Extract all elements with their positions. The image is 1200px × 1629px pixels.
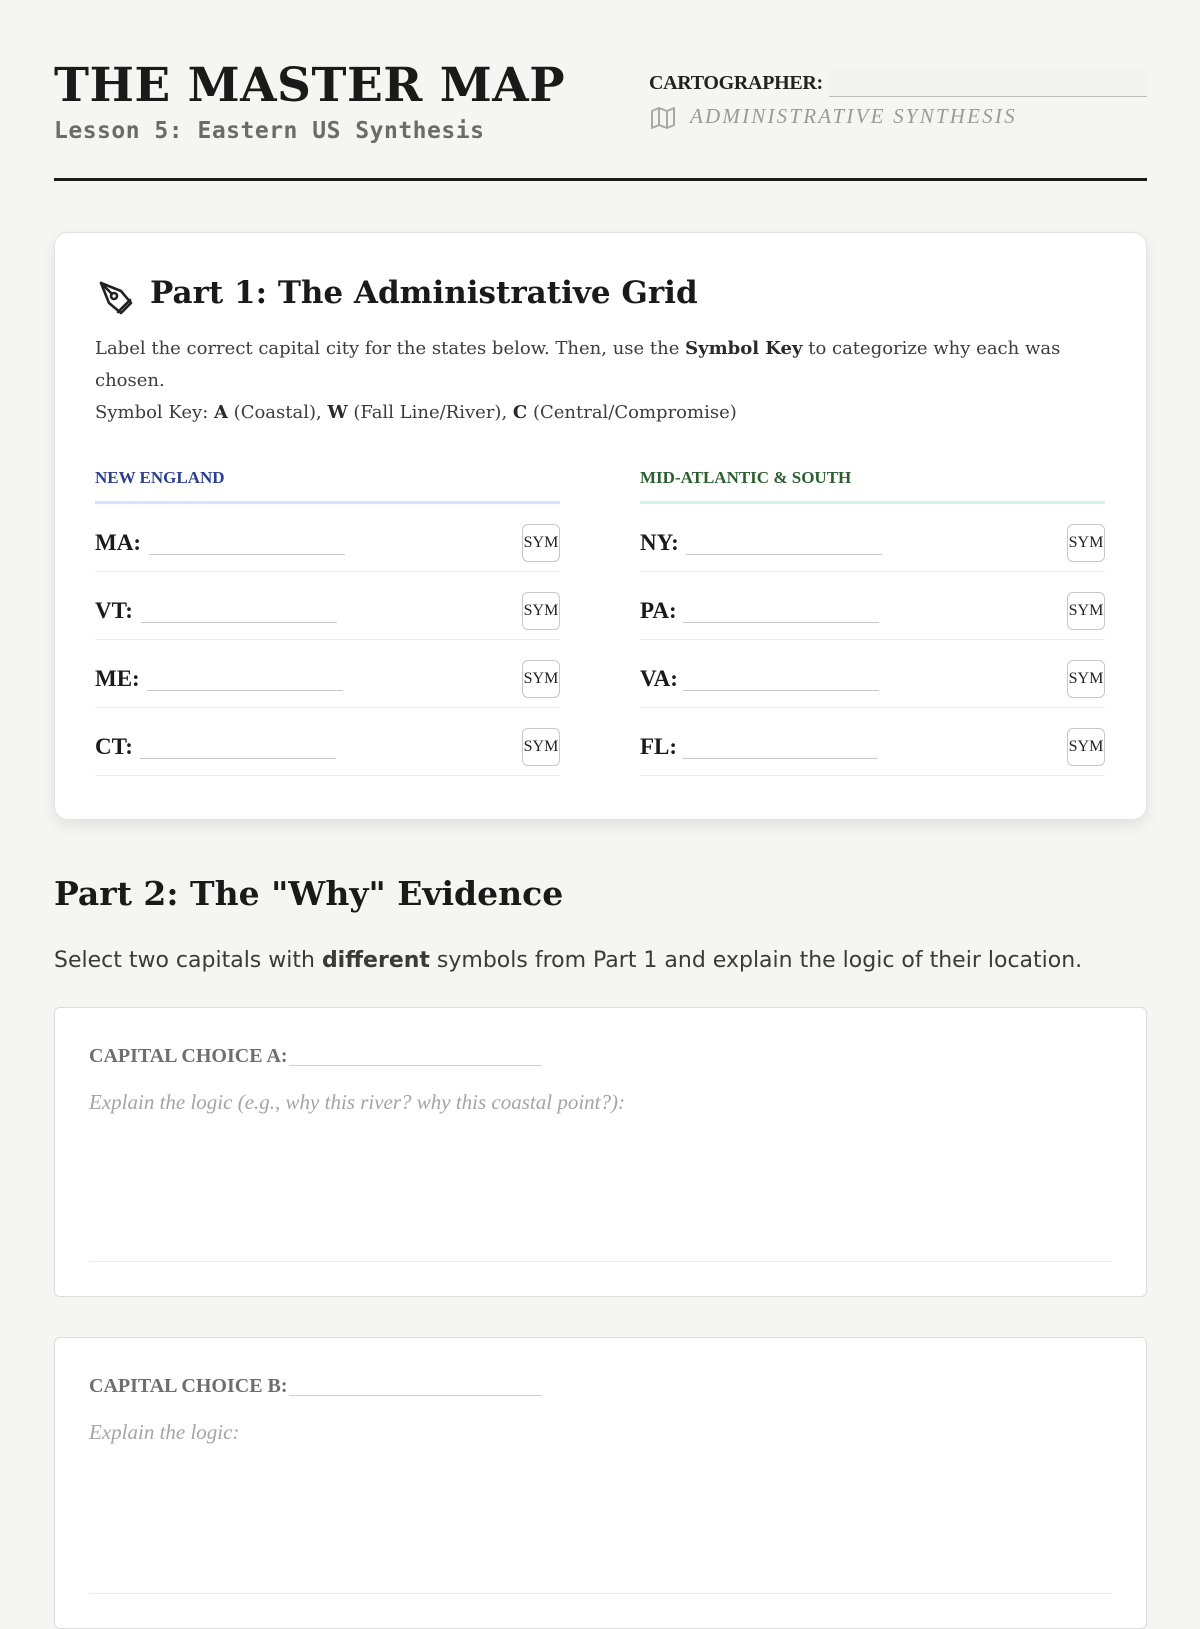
pen-tool-icon	[97, 279, 135, 317]
page-subtitle: Lesson 5: Eastern US Synthesis	[54, 118, 485, 144]
capital-choice-b-label: CAPITAL CHOICE B:	[89, 1375, 288, 1397]
capital-field[interactable]	[149, 554, 345, 555]
symbol-key-label: Symbol Key:	[95, 402, 214, 423]
symbol-box[interactable]: SYM	[1067, 592, 1105, 630]
state-label: NY:	[640, 530, 679, 555]
state-label: MA:	[95, 530, 141, 555]
worksheet-header	[54, 0, 1147, 181]
symbol-box[interactable]: SYM	[522, 524, 560, 562]
state-row	[640, 708, 1105, 776]
part1-title: Part 1: The Administrative Grid	[150, 275, 698, 311]
capital-field[interactable]	[141, 622, 337, 623]
state-row	[95, 640, 560, 708]
symbol-box[interactable]: SYM	[1067, 728, 1105, 766]
cartographer-label: CARTOGRAPHER:	[649, 72, 823, 94]
capital-field[interactable]	[140, 758, 336, 759]
capital-choice-a-answer-area[interactable]	[89, 1261, 1112, 1262]
state-label: VA:	[640, 666, 678, 691]
cartographer-field[interactable]	[829, 70, 1147, 97]
state-label: ME:	[95, 666, 140, 691]
instr-bold: Symbol Key	[685, 338, 803, 359]
state-row	[95, 504, 560, 572]
symbol-key-w-desc: (Fall Line/River),	[347, 402, 513, 423]
page-title: THE MASTER MAP	[54, 58, 566, 113]
instr-text-end: to categorize why each was chosen.	[95, 338, 1061, 391]
state-row	[95, 708, 560, 776]
state-label: CT:	[95, 734, 133, 759]
capital-choice-b-field[interactable]	[289, 1395, 542, 1396]
capital-choice-a-prompt: Explain the logic (e.g., why this river? why this coastal point?):	[89, 1090, 626, 1114]
state-label: PA:	[640, 598, 677, 623]
new-england-column	[95, 467, 560, 776]
symbol-key-c-desc: (Central/Compromise)	[527, 402, 737, 423]
worksheet-page	[54, 0, 1147, 1444]
capital-choice-b-box	[54, 1337, 1147, 1629]
capital-choice-a-box	[54, 1007, 1147, 1297]
state-row	[95, 572, 560, 640]
symbol-box[interactable]: SYM	[522, 592, 560, 630]
symbol-box[interactable]: SYM	[1067, 524, 1105, 562]
symbol-box[interactable]: SYM	[522, 660, 560, 698]
capital-choice-a-field[interactable]	[289, 1065, 542, 1066]
mid-atlantic-heading: MID-ATLANTIC & SOUTH	[640, 467, 1105, 504]
symbol-key-c: C	[512, 402, 528, 423]
symbol-box[interactable]: SYM	[522, 728, 560, 766]
part1-instructions	[95, 333, 1105, 429]
capital-choice-b-answer-area[interactable]	[89, 1593, 1112, 1594]
part2-title: Part 2: The "Why" Evidence	[54, 874, 564, 913]
capital-field[interactable]	[683, 622, 879, 623]
symbol-key-w: W	[327, 402, 348, 423]
p2-instr-bold: different	[321, 948, 430, 973]
state-row	[640, 572, 1105, 640]
capital-field[interactable]	[686, 554, 882, 555]
new-england-heading: NEW ENGLAND	[95, 467, 560, 504]
section-tag: ADMINISTRATIVE SYNTHESIS	[690, 104, 1017, 128]
symbol-key-a-desc: (Coastal),	[227, 402, 328, 423]
state-label: FL:	[640, 734, 678, 759]
part1-card	[54, 232, 1147, 820]
symbol-key-a: A	[213, 402, 228, 423]
capital-field[interactable]	[683, 690, 879, 691]
state-row	[640, 640, 1105, 708]
map-icon	[650, 106, 676, 130]
state-row	[640, 504, 1105, 572]
mid-atlantic-column	[640, 467, 1105, 776]
capital-field[interactable]	[147, 690, 343, 691]
capital-choice-a-label: CAPITAL CHOICE A:	[89, 1045, 288, 1067]
part2-instructions	[54, 948, 1082, 973]
capital-field[interactable]	[682, 758, 878, 759]
p2-instr-text-end: symbols from Part 1 and explain the logic of their location.	[429, 948, 1083, 973]
symbol-box[interactable]: SYM	[1067, 660, 1105, 698]
capital-choice-b-prompt: Explain the logic:	[89, 1420, 240, 1444]
instr-text: Label the correct capital city for the states below. Then, use the	[95, 338, 686, 359]
state-label: VT:	[95, 598, 133, 623]
p2-instr-text: Select two capitals with	[54, 948, 322, 973]
